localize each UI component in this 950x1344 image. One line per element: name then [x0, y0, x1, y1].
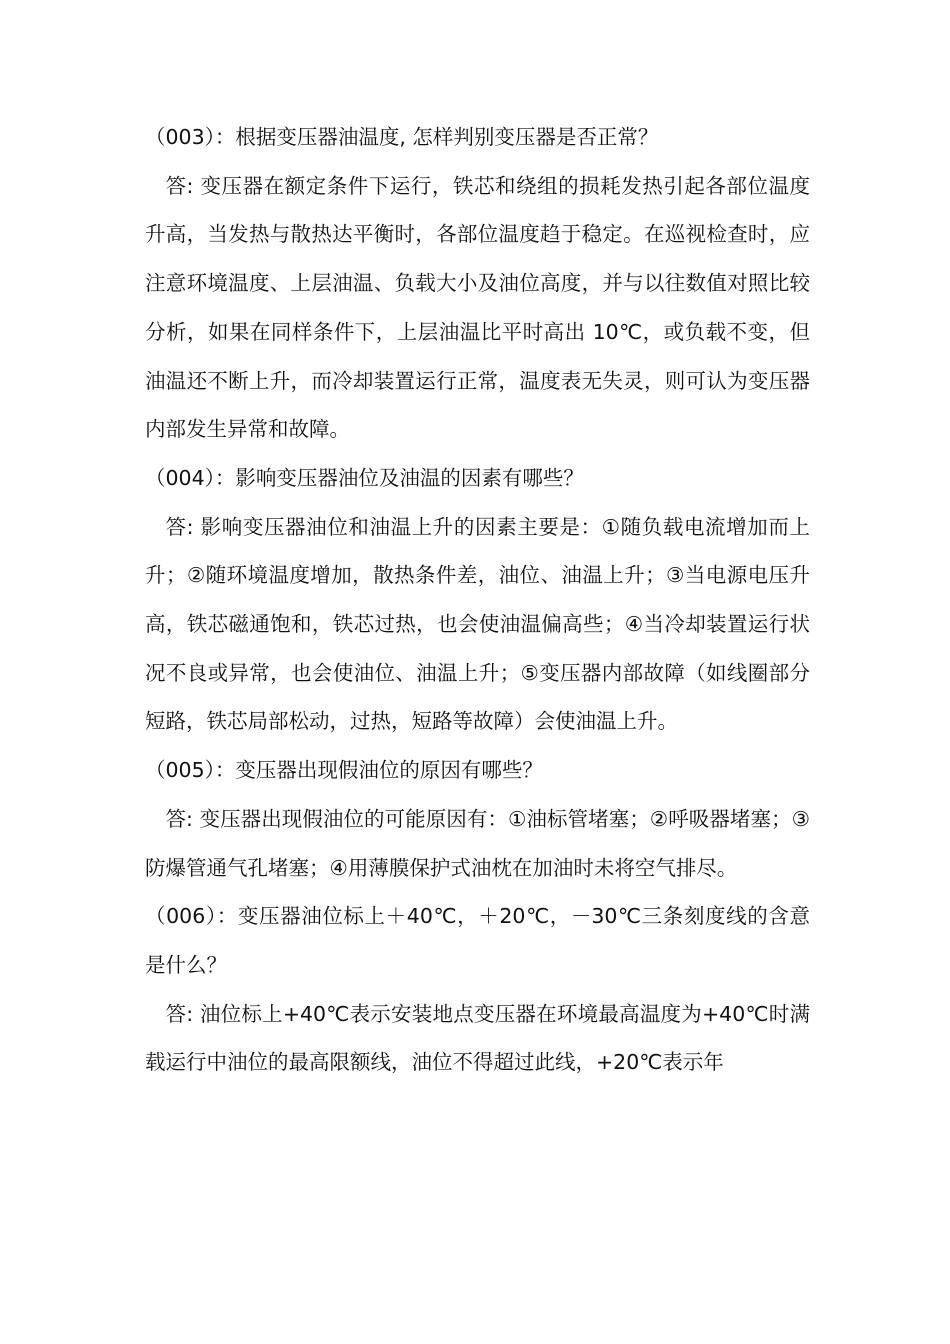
document-body — [145, 113, 810, 1087]
answer-006: 答: 油位标上+40℃表示安装地点变压器在环境最高温度为+40℃时满载运行中油位的最高限额线，油位不得超过此线，+20℃表示年 — [145, 1001, 810, 1075]
question-004: （004）：影响变压器油位及油温的因素有哪些？ — [145, 465, 584, 490]
question-006: （006）：变压器油位标上＋40℃，＋20℃，－30℃三条刻度线的含意是什么？ — [145, 904, 810, 977]
answer-004: 答: 影响变压器油位和油温上升的因素主要是：①随负载电流增加而上升；②随环境温度增加，散热条件差，油位、油温上升；③当电源电压升高，铁芯磁通饱和，铁芯过热，也会使油温偏高些；④当冷却装置运行状况不良或异常，也会使油位、油温上升；⑤变压器内部故障（如线圈部分短路，铁芯局部松动，过热，短路等故障）会使油温上升。 — [145, 514, 810, 734]
question-005: （005）：变压器出现假油位的原因有哪些？ — [145, 758, 543, 783]
question-003: （003）：根据变压器油温度, 怎样判别变压器是否正常？ — [145, 125, 659, 149]
answer-005: 答: 变压器出现假油位的可能原因有：①油标管堵塞；②呼吸器堵塞；③防爆管通气孔堵塞；④用薄膜保护式油枕在加油时未将空气排尽。 — [145, 806, 810, 880]
answer-003: 答: 变压器在额定条件下运行，铁芯和绕组的损耗发热引起各部位温度升高，当发热与散热达平衡时，各部位温度趋于稳定。在巡视检查时，应注意环境温度、上层油温、负载大小及油位高度，并与以往数值对照比较分析，如果在同样条件下，上层油温比平时高出 10℃，或负载不变，但油温还不断上升，而冷却装置运行正常，温度表无失灵，则可认为变压器内部发生异常和故障。 — [145, 173, 810, 442]
